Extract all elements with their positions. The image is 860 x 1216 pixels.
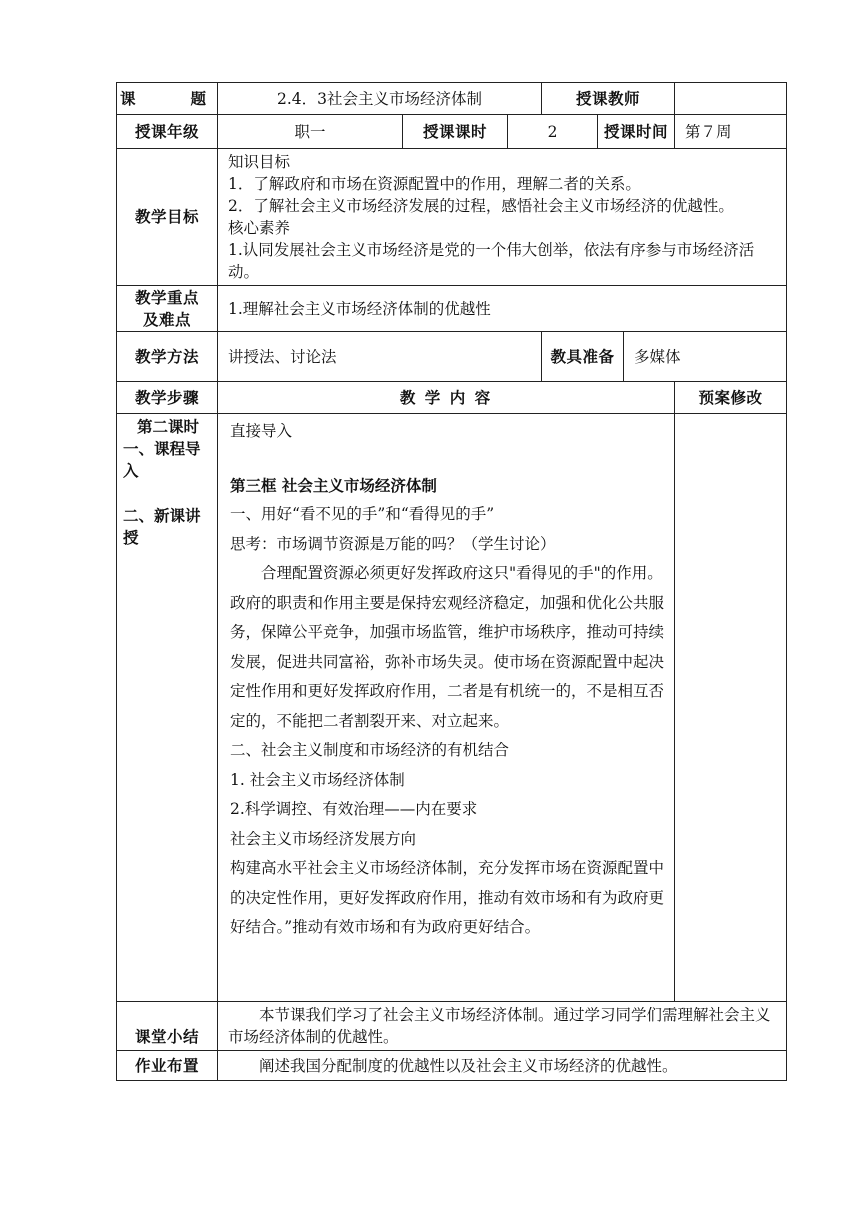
- summary-row: [117, 1002, 787, 1051]
- content-point-1: 1. 社会主义市场经济体制: [230, 770, 405, 789]
- homework-text: 阐述我国分配制度的优越性以及社会主义市场经济的优越性。: [259, 1056, 678, 1075]
- content-section-title: 第三框 社会主义市场经济体制: [230, 475, 437, 495]
- hours-value: 2: [508, 115, 598, 149]
- lesson-plan-table: [116, 82, 787, 1081]
- homework-value: [218, 1051, 787, 1081]
- content-label: 教 学 内 容: [218, 382, 675, 414]
- revise-label: 预案修改: [675, 382, 787, 414]
- time-label: 授课时间: [598, 115, 675, 149]
- topic-value: 2.4．3社会主义市场经济体制: [218, 83, 542, 115]
- key-points-value: 1.理解社会主义市场经济体制的优越性: [218, 286, 787, 332]
- steps-content: [218, 414, 675, 1002]
- grade-label: 授课年级: [117, 115, 218, 149]
- summary-value: [218, 1002, 787, 1051]
- goals-row: [117, 149, 787, 286]
- grade-value: 职一: [218, 115, 403, 149]
- content-point-2: 2.科学调控、有效治理——内在要求: [230, 800, 478, 818]
- content-heading-2: 二、社会主义制度和市场经济的有机结合: [230, 741, 510, 759]
- content-heading-1: 一、用好“看不见的手”和“看得见的手”: [230, 505, 495, 523]
- teacher-value: [675, 83, 787, 115]
- methods-row: [117, 332, 787, 382]
- goals-line-1: 1．了解政府和市场在资源配置中的作用，理解二者的关系。: [228, 175, 641, 193]
- summary-text: 本节课我们学习了社会主义市场经济体制。通过学习同学们需理解社会主义市场经济体制的优越性。: [228, 1006, 771, 1046]
- steps-left-line3: 二、新课讲授: [123, 506, 201, 547]
- goals-line-2: 2．了解社会主义市场经济发展的过程，感悟社会主义市场经济的优越性。: [228, 197, 734, 215]
- methods-label: 教学方法: [117, 332, 218, 382]
- key-points-label-line1: 教学重点: [134, 287, 199, 307]
- steps-header-row: [117, 382, 787, 414]
- revise-cell: [675, 414, 787, 1002]
- hours-label: 授课课时: [403, 115, 508, 149]
- content-paragraph-1: 合理配置资源必须更好发挥政府这只"看得见的手"的作用。政府的职责和作用主要是保持宏观经济稳定，加强和优化公共服务，保障公平竞争，加强市场监管，维护市场秩序，推动可持续发展，促进共同富裕，弥补市场失灵。使市场在资源配置中起决定性作用和更好发挥政府作用，二者是有机统一的，不是相互否定的，不能把二者割裂开来、对立起来。: [230, 564, 665, 730]
- teacher-label: 授课教师: [542, 83, 675, 115]
- key-points-row: [117, 286, 787, 332]
- goals-label: 教学目标: [117, 149, 218, 286]
- key-points-label-line2: 及难点: [142, 309, 191, 329]
- time-value: 第７周: [675, 115, 787, 149]
- content-intro: 直接导入: [230, 422, 293, 440]
- goals-line-core: 核心素养: [228, 219, 291, 237]
- key-points-label: [117, 286, 218, 332]
- tools-value: 多媒体: [624, 332, 787, 382]
- content-question: 思考：市场调节资源是万能的吗？（学生讨论）: [230, 534, 556, 553]
- goals-line-3: 1.认同发展社会主义市场经济是党的一个伟大创举，依法有序参与市场经济活动。: [228, 241, 755, 281]
- steps-row: [117, 414, 787, 1002]
- homework-row: [117, 1051, 787, 1081]
- tools-label: 教具准备: [542, 332, 624, 382]
- methods-value: 讲授法、讨论法: [218, 332, 542, 382]
- steps-left-line2: 一、课程导入: [123, 439, 201, 480]
- steps-left-line1: 第二课时: [136, 417, 199, 436]
- content-paragraph-2: 构建高水平社会主义市场经济体制，充分发挥市场在资源配置中的决定性作用，更好发挥政府作用，推动有效市场和有为政府更好结合。”推动有效市场和有为政府更好结合。: [230, 859, 665, 936]
- topic-label: 课 题: [117, 83, 218, 115]
- goals-line-knowledge: 知识目标: [228, 153, 291, 171]
- grade-row: [117, 115, 787, 149]
- summary-label: 课堂小结: [117, 1002, 218, 1051]
- content-direction: 社会主义市场经济发展方向: [230, 829, 417, 848]
- steps-label: 教学步骤: [117, 382, 218, 414]
- homework-label: 作业布置: [117, 1051, 218, 1081]
- steps-left: [117, 414, 218, 1002]
- goals-content: [218, 149, 787, 286]
- topic-row: [117, 83, 787, 115]
